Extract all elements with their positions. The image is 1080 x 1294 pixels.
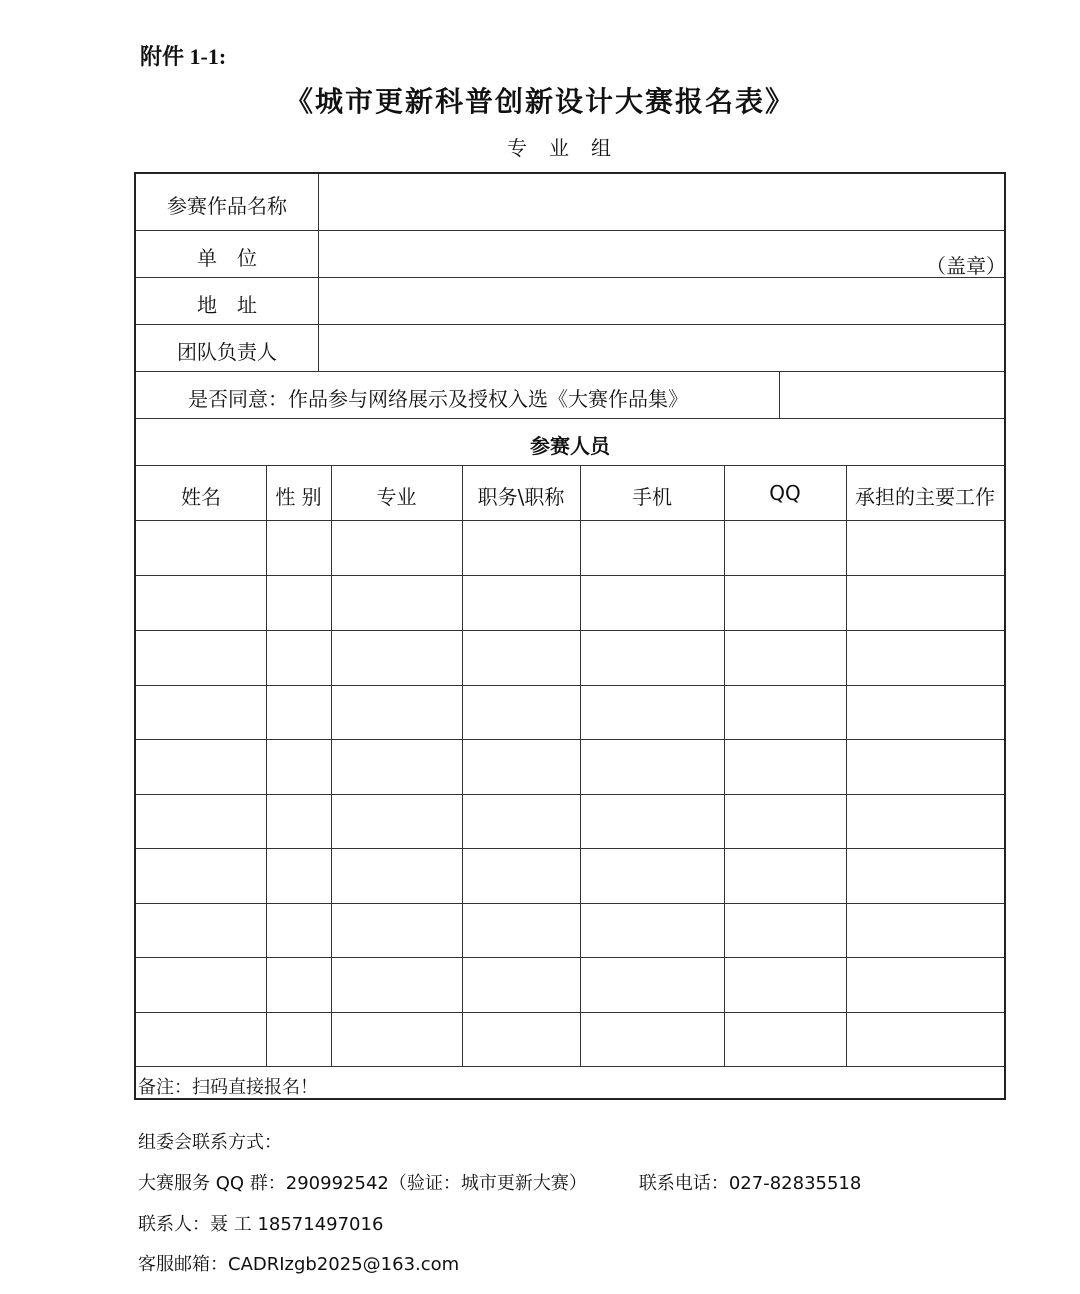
participants-heading: 参赛人员 (530, 434, 610, 458)
contact-heading: 组委会联系方式： (138, 1132, 282, 1153)
col-header-name: 姓名 (181, 485, 221, 509)
team-leader-field[interactable] (319, 331, 1003, 361)
col-header-gender: 性 别 (275, 485, 322, 509)
column-divider (846, 465, 847, 1066)
row-divider (136, 418, 1004, 419)
form-title: 《城市更新科普创新设计大赛报名表》 (284, 85, 795, 118)
consent-label: 是否同意：作品参与网络展示及授权入选《大赛作品集》 (188, 387, 688, 411)
stamp-note: （盖章） (926, 254, 1006, 278)
label-unit: 单 位 (197, 246, 257, 270)
col-header-main-work: 承担的主要工作 (855, 485, 995, 509)
row-divider (136, 1066, 1004, 1067)
registration-form-table (134, 172, 1006, 1100)
row-divider (136, 230, 1004, 231)
row-divider (136, 324, 1004, 325)
contact-phone: 联系电话：027-82835518 (638, 1173, 862, 1194)
column-divider (266, 465, 267, 1066)
col-header-qq: QQ (769, 481, 801, 505)
col-header-major: 专业 (376, 485, 417, 509)
label-team-leader: 团队负责人 (177, 340, 277, 364)
qq-group: 大赛服务 QQ 群：290992542（验证：城市更新大赛） (138, 1173, 587, 1194)
contact-line-qq-phone (138, 1169, 861, 1195)
row-divider (136, 371, 1004, 372)
work-name-field[interactable] (319, 188, 1003, 218)
contact-person: 联系人：聂 工 18571497016 (138, 1214, 384, 1235)
col-header-position: 职务\职称 (477, 485, 565, 509)
remark: 备注：扫码直接报名！ (138, 1077, 318, 1098)
attachment-label: 附件 1-1: (140, 44, 227, 69)
col-header-phone: 手机 (632, 485, 672, 509)
contact-email: 客服邮箱：CADRIzgb2025@163.com (138, 1254, 460, 1275)
label-address: 地 址 (197, 293, 257, 317)
address-field[interactable] (319, 284, 1003, 314)
column-divider (724, 465, 725, 1066)
column-divider (580, 465, 581, 1066)
column-divider (331, 465, 332, 1066)
form-subtitle: 专业组 (507, 136, 633, 160)
column-divider (462, 465, 463, 1066)
consent-field[interactable] (780, 378, 1002, 408)
label-work-name: 参赛作品名称 (167, 194, 287, 218)
row-divider (136, 277, 1004, 278)
unit-field[interactable] (319, 236, 899, 266)
